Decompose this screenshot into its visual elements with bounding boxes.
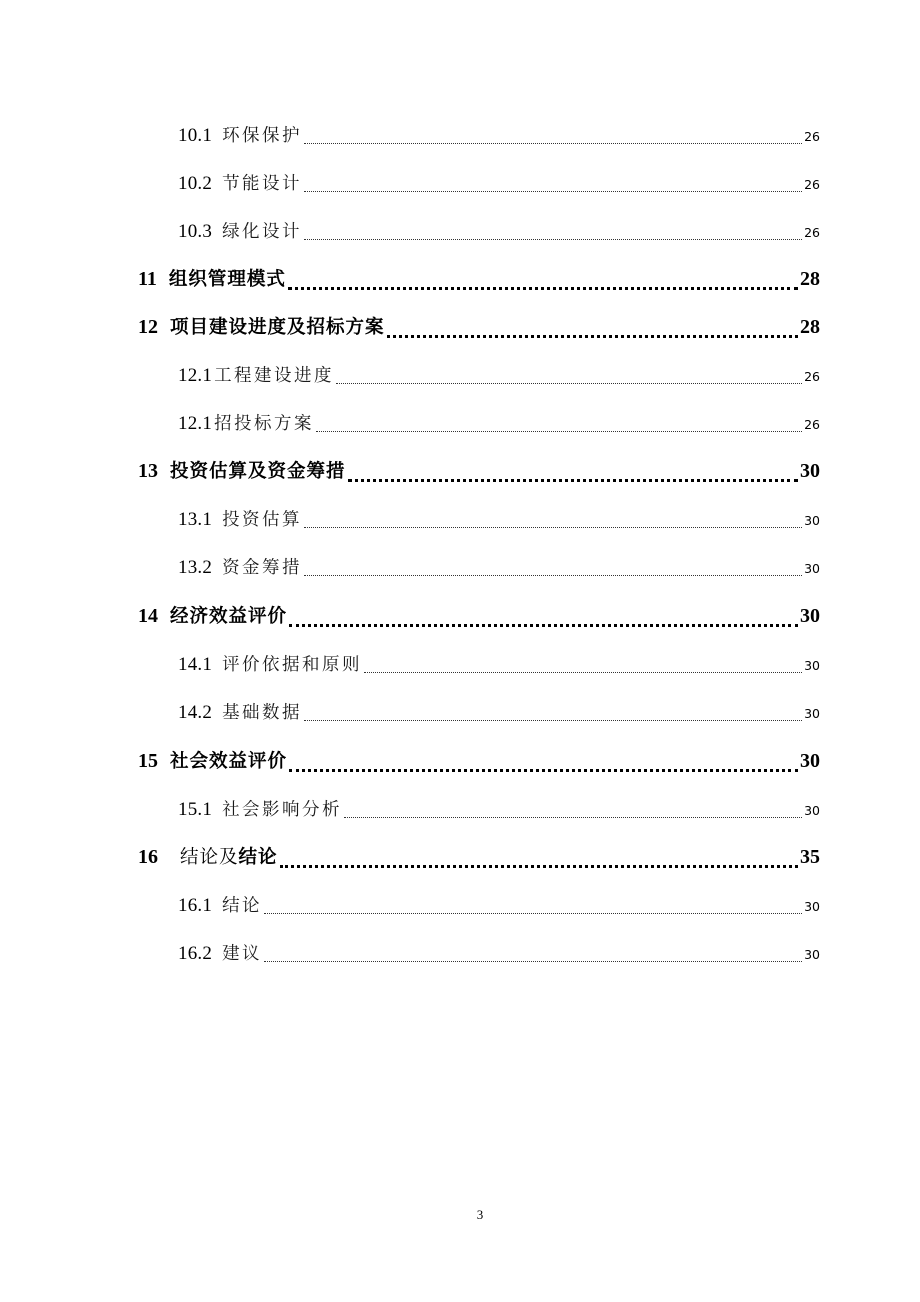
toc-entry-number: 13.1 (178, 509, 213, 530)
toc-entry-14-1[interactable] (178, 651, 820, 683)
toc-entry-number: 13.2 (178, 557, 213, 578)
toc-leader-dots (289, 768, 798, 772)
toc-entry-number: 12.1 (178, 413, 213, 434)
toc-entry-number: 15.1 (178, 799, 213, 820)
toc-entry-number: 14.2 (178, 702, 213, 723)
toc-entry-13-1[interactable] (178, 506, 820, 538)
toc-chapter-11[interactable] (138, 265, 820, 299)
toc-entry-10-3[interactable] (178, 218, 820, 250)
toc-entry-10-1[interactable] (178, 122, 820, 154)
toc-entry-title: 节能设计 (222, 174, 303, 194)
toc-chapter-12[interactable] (138, 313, 820, 347)
toc-entry-10-2[interactable] (178, 170, 820, 202)
toc-chapter-number: 11 (138, 268, 157, 290)
toc-leader-dots (316, 430, 802, 432)
toc-entry-page: 30 (804, 658, 820, 673)
toc-entry-number: 10.1 (178, 125, 213, 146)
toc-entry-16-1[interactable] (178, 892, 820, 924)
toc-entry-page: 30 (804, 803, 820, 818)
toc-entry-12-1-a[interactable] (178, 362, 820, 394)
toc-chapter-number: 13 (138, 460, 158, 482)
toc-entry-page: 26 (804, 225, 820, 240)
toc-entry-number: 16.1 (178, 895, 213, 916)
toc-entry-title: 招投标方案 (214, 414, 315, 434)
toc-leader-dots (364, 671, 802, 673)
toc-entry-page: 30 (804, 561, 820, 576)
toc-leader-dots (304, 526, 802, 528)
toc-entry-title: 社会影响分析 (222, 800, 343, 820)
toc-entry-title: 基础数据 (222, 703, 303, 723)
toc-entry-title: 建议 (222, 944, 263, 964)
toc-entry-16-2[interactable] (178, 940, 820, 972)
toc-entry-page: 26 (804, 129, 820, 144)
toc-chapter-page: 30 (800, 460, 820, 482)
toc-chapter-title-prefix: 结论及 (180, 847, 239, 868)
page-number: 3 (476, 1207, 484, 1222)
toc-leader-dots (387, 334, 798, 338)
toc-chapter-title (180, 843, 278, 869)
toc-leader-dots (348, 478, 798, 482)
toc-chapter-13[interactable] (138, 457, 820, 491)
toc-entry-number: 10.2 (178, 173, 213, 194)
toc-entry-page: 30 (804, 513, 820, 528)
toc-leader-dots (289, 623, 798, 627)
toc-leader-dots (304, 142, 802, 144)
toc-chapter-number: 12 (138, 316, 158, 338)
toc-chapter-title-main: 结论 (238, 847, 278, 868)
toc-chapter-number: 15 (138, 750, 158, 772)
toc-entry-14-2[interactable] (178, 699, 820, 731)
toc-chapter-number: 14 (138, 605, 158, 627)
toc-leader-dots (304, 238, 802, 240)
toc-leader-dots (304, 719, 802, 721)
toc-chapter-page: 28 (800, 268, 820, 290)
toc-chapter-title: 项目建设进度及招标方案 (170, 317, 385, 338)
toc-entry-page: 30 (804, 899, 820, 914)
toc-entry-13-2[interactable] (178, 554, 820, 586)
toc-chapter-title: 组织管理模式 (168, 269, 286, 290)
toc-chapter-14[interactable] (138, 602, 820, 636)
toc-chapter-page: 28 (800, 316, 820, 338)
toc-chapter-title: 社会效益评价 (170, 751, 288, 772)
toc-entry-number: 10.3 (178, 221, 213, 242)
toc-entry-title: 资金筹措 (222, 558, 303, 578)
toc-chapter-page: 30 (800, 605, 820, 627)
toc-entry-number: 16.2 (178, 943, 213, 964)
toc-entry-number: 12.1 (178, 365, 213, 386)
toc-leader-dots (264, 960, 802, 962)
toc-leader-dots (304, 574, 802, 576)
toc-entry-page: 30 (804, 947, 820, 962)
toc-entry-title: 工程建设进度 (214, 366, 335, 386)
toc-entry-title: 投资估算 (222, 510, 303, 530)
toc-entry-title: 结论 (222, 896, 263, 916)
toc-leader-dots (344, 816, 802, 818)
toc-chapter-15[interactable] (138, 747, 820, 781)
toc-chapter-title: 经济效益评价 (170, 606, 288, 627)
toc-entry-page: 30 (804, 706, 820, 721)
toc-leader-dots (288, 286, 798, 290)
toc-entry-page: 26 (804, 369, 820, 384)
toc-entry-title: 绿化设计 (222, 222, 303, 242)
toc-chapter-page: 35 (800, 846, 820, 868)
toc-leader-dots (304, 190, 802, 192)
toc-entry-title: 评价依据和原则 (222, 655, 363, 675)
toc-leader-dots (264, 912, 802, 914)
toc-leader-dots (280, 864, 798, 868)
toc-chapter-number: 16 (138, 846, 158, 868)
toc-entry-title: 环保保护 (222, 126, 303, 146)
toc-entry-page: 26 (804, 177, 820, 192)
toc-chapter-16[interactable] (138, 843, 820, 877)
toc-leader-dots (336, 382, 802, 384)
toc-entry-number: 14.1 (178, 654, 213, 675)
toc-entry-15-1[interactable] (178, 796, 820, 828)
toc-chapter-page: 30 (800, 750, 820, 772)
toc-chapter-title: 投资估算及资金筹措 (170, 461, 346, 482)
toc-entry-page: 26 (804, 417, 820, 432)
toc-entry-12-1-b[interactable] (178, 410, 820, 442)
